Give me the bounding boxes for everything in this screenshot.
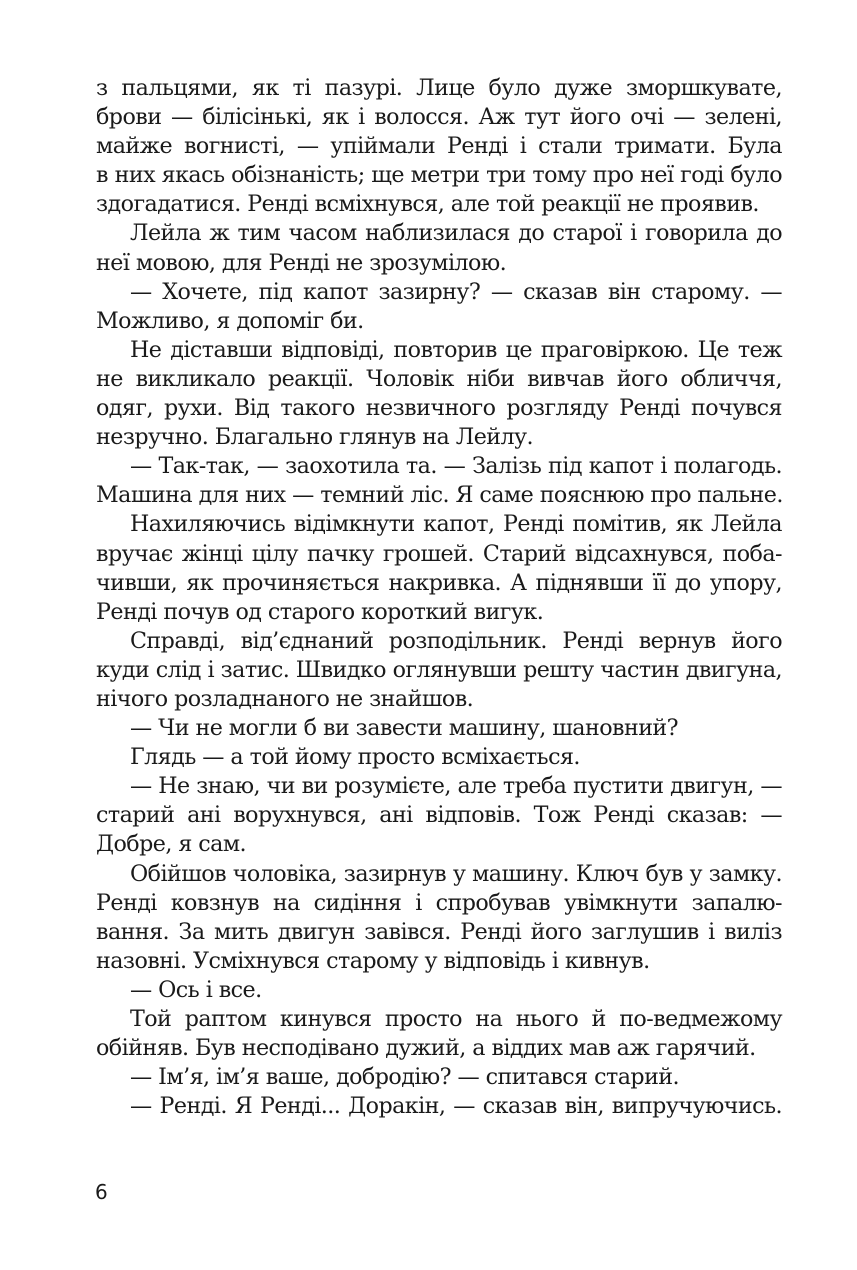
text-line: брови — білісінькі, як і волосся. Аж тут його очі — зелені, [96,104,782,131]
text-line: неї мовою, для Ренді не зрозумілою. [96,249,507,276]
text-line: — Ім’я, ім’я ваше, добродію? — спитався старий. [130,1064,680,1091]
text-line: Справді, від’єднаний розподільник. Ренді вернув його [130,627,782,654]
text-line: вання. За мить двигун завівся. Ренді його заглушив і виліз [96,918,782,945]
text-line: — Ось і все. [130,976,262,1003]
text-line: — Не знаю, чи ви розумієте, але треба пустити двигун, — [130,773,782,800]
page-number: 6 [95,1180,108,1204]
text-line: чивши, як прочиняється накривка. А піднявши її до упору, [96,569,782,596]
text-line: з пальцями, як ті пазурі. Лице було дуже зморшкувате, [96,75,782,101]
text-line: Обійшов чоловіка, зазирнув у машину. Ключ був у замку. [130,860,782,887]
text-line: вручає жінці цілу пачку грошей. Старий відсахнувся, поба- [96,540,782,567]
text-line: здогадатися. Ренді всміхнувся, але той реакції не проявив. [96,191,759,218]
text-line: Лейла ж тим часом наблизилася до старої і говорила до [130,220,782,247]
text-line: назовні. Усміхнувся старому у відповідь і кивнув. [96,947,650,974]
text-line: Той раптом кинувся просто на нього й по-ведмежому [130,1006,782,1032]
text-line: — Ренді. Я Ренді... Доракін, — сказав він, випручуючись. [130,1093,782,1120]
text-line: — Так-так, — заохотила та. — Залізь під капот і полагодь. [130,453,782,480]
text-line: Ренді почув од старого короткий вигук. [96,598,544,625]
text-line: Машина для них — темний ліс. Я саме пояснюю про пальне. [96,482,783,509]
text-line: Не діставши відповіді, повторив це праговіркою. Це теж [130,336,782,363]
text-line: Можливо, я допоміг би. [96,307,364,334]
text-line: Ренді ковзнув на сидіння і спробував увімкнути запалю- [96,889,782,916]
text-line: Добре, я сам. [96,831,247,858]
text-line: незручно. Благально глянув на Лейлу. [96,424,534,451]
text-line: нічого розладнаного не знайшов. [96,685,474,712]
text-line: не викликало реакції. Чоловік ніби вивчав його обличчя, [96,365,782,392]
text-line: куди слід і затис. Швидко оглянувши решту частин двигуна, [96,656,782,683]
text-line: одяг, рухи. Від такого незвичного розгляду Ренді почувся [96,395,782,422]
text-line: — Чи не могли б ви завести машину, шановний? [130,715,679,742]
text-line: Нахиляючись відімкнути капот, Ренді помітив, як Лейла [130,511,782,538]
text-line: старий ані ворухнувся, ані відповів. Тож Ренді сказав: — [96,802,782,829]
text-line: Глядь — а той йому просто всміхається. [130,744,580,771]
text-line: в них якась обізнаність; ще метри три тому про неї годі було [96,162,782,189]
page-body-text [96,74,782,1121]
text-line: обійняв. Був несподівано дужий, а віддих мав аж гарячий. [96,1035,756,1062]
text-line: — Хочете, під капот зазирну? — сказав він старому. — [130,278,782,305]
text-line: майже вогнисті, — упіймали Ренді і стали тримати. Була [96,133,782,160]
